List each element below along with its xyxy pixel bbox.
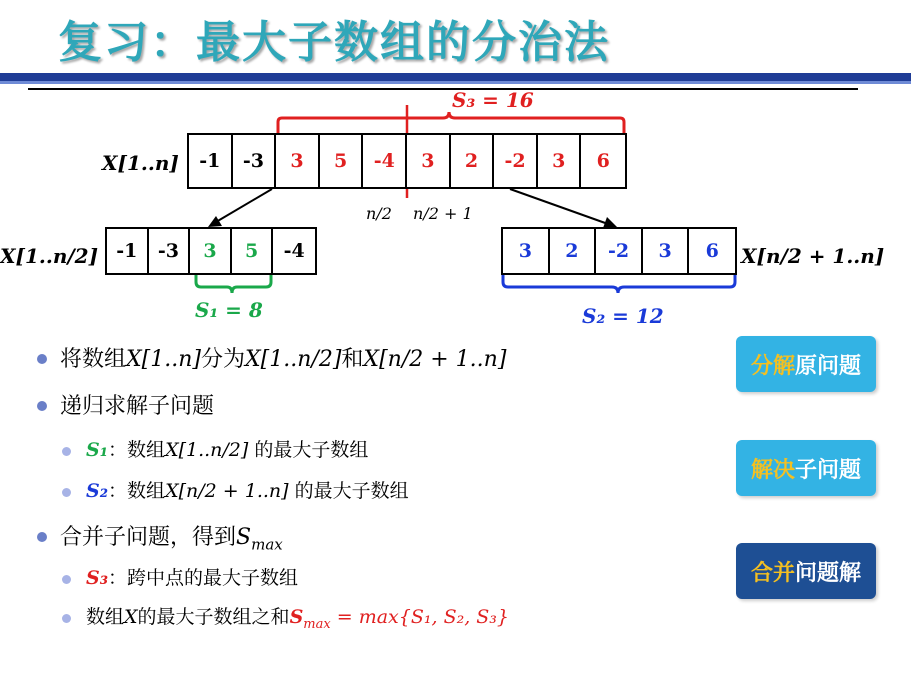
arrow-left: [216, 189, 272, 222]
array-cell: 5: [320, 135, 364, 187]
array-cell: 3: [190, 229, 232, 273]
array-cell: -3: [149, 229, 191, 273]
right-array-label: X[n/2 + 1..n]: [741, 244, 885, 268]
page-title: 复习：最大子数组的分治法: [58, 17, 610, 68]
bullet-s3: S₃：跨中点的最大子数组: [86, 567, 299, 589]
array-cell: 3: [503, 229, 550, 273]
array-cell: 3: [276, 135, 320, 187]
s2-brace: [503, 275, 735, 293]
array-cell: 2: [550, 229, 597, 273]
s2-label: S₂ = 12: [582, 304, 664, 328]
mid-label-left: n/2: [366, 204, 392, 223]
bullet-merge: 合并子问题，得到$S_{max}$: [60, 525, 283, 554]
merge-button[interactable]: 合并 问题解: [736, 543, 876, 599]
solve-button[interactable]: 解决 子问题: [736, 440, 876, 496]
s3-label: S₃ = 16: [452, 88, 534, 112]
mid-label-right: n/2 + 1: [413, 204, 473, 223]
sub-bullet-dot: [62, 488, 71, 497]
array-cell: -2: [494, 135, 538, 187]
bullet-recurse: 递归求解子问题: [60, 394, 215, 419]
array-cell: 3: [538, 135, 582, 187]
array-cell: -2: [596, 229, 643, 273]
array-cell: 6: [705, 240, 719, 262]
divide-button[interactable]: 分解 原问题: [736, 336, 876, 392]
array-cell: 6: [596, 150, 610, 172]
sub-bullet-dot: [62, 575, 71, 584]
left-array: [105, 227, 317, 275]
left-array-label: X[1..n/2]: [0, 244, 99, 268]
array-cell: -4: [363, 135, 407, 187]
bullet-dot: [37, 401, 47, 411]
array-cell: 2: [451, 135, 495, 187]
array-cell: 5: [232, 229, 274, 273]
right-array: [501, 227, 737, 275]
bullet-dot: [37, 354, 47, 364]
array-cell: 3: [407, 135, 451, 187]
s1-label: S₁ = 8: [195, 298, 263, 322]
bullet-dot: [37, 532, 47, 542]
bullet-s2: S₂：数组X[n/2 + 1..n] 的最大子数组: [86, 480, 409, 502]
sub-bullet-dot: [62, 614, 71, 623]
sub-bullet-dot: [62, 447, 71, 456]
array-cell: 3: [643, 229, 690, 273]
bullet-sum: 数组X的最大子数组之和$S_{max} = \max\{S_1$, S₂, S₃}: [86, 606, 510, 632]
top-array-label: X[1..n]: [102, 151, 179, 175]
array-cell: -3: [233, 135, 277, 187]
bullet-divide: 将数组X[1..n]分为X[1..n/2]和X[n/2 + 1..n]: [60, 347, 507, 372]
arrow-right: [510, 189, 608, 224]
s1-brace: [196, 275, 271, 293]
array-cell: -1: [107, 229, 149, 273]
s3-brace: [278, 112, 624, 133]
array-cell: -4: [283, 240, 305, 262]
bullet-s1: S₁：数组X[1..n/2] 的最大子数组: [86, 439, 369, 461]
top-array: [187, 133, 627, 189]
array-cell: -1: [189, 135, 233, 187]
